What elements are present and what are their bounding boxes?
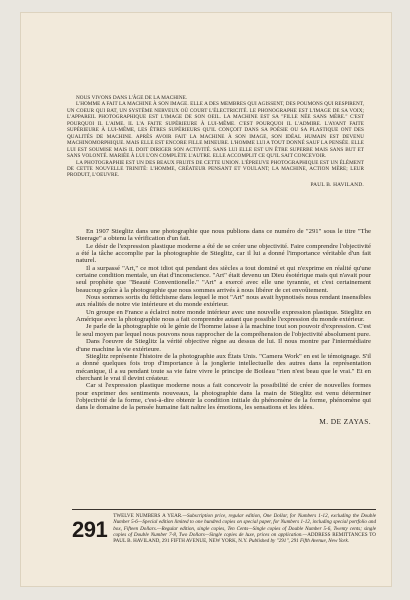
essay-paragraph: Car si l'expression plastique moderne nous a fait concevoir la possibilité de créer de nouvelles formes pour exprimer des sentiments nouveaux, la photographie dans la main de Stieglitz est venu déterminer l'objectivité de la forme, c'est-à-dire obtenir la condition initiale du phénomène de la forme, phénomène qui dans le domaine de la pensée humaine fait naître les émotions, les sensations et les idées. (76, 382, 371, 412)
poem-paragraph: NOUS VIVONS DANS L'ÂGE DE LA MACHINE. (76, 95, 188, 101)
publisher-line: Published by "291", 291 Fifth Avenue, New York. (248, 538, 350, 545)
subscription-details: —Subscription price, regular edition, One Dollar, for Numbers 1-12, excluding the Double Number 5-6—Special edition limited to one hundred copies on special paper, for Numbers 1-12, including special portfolio and box, Fifteen Dollars.—Regular edition, single copies, Ten Cents—Single copies of Double Number 5-6, Twenty cents; single copies of Double Number 7-8, Two Dollars—Single copies de luxe, prices on application.— (113, 513, 376, 538)
essay-paragraph: Nous sommes sortis du fétichisme dans lequel le mot "Art" nous avait hypnotisés nous rendant insensibles aux réalités de notre vie intérieure et du monde extérieur. (76, 294, 371, 309)
essay-paragraph: Je parle de la photographie où le génie de l'homme laisse à la machine tout son pouvoir d'expression. C'est le seul moyen par lequel nous pouvons nous rapprocher de la compréhension de l'objectivité absolument pure. (76, 323, 371, 338)
essay-paragraph: Dans l'oeuvre de Stieglitz la vérité objective règne au dessus de lui. Il nous montre par l'intermédiaire d'une machine la vie extérieure. (76, 338, 371, 353)
poem-paragraph: LA PHOTOGRAPHIE EST UN DES BEAUX FRUITS DE CETTE UNION. L'ÉPREUVE PHOTOGRAPHIQUE EST UN ÉLÉMENT DE CETTE NOUVELLE TRINITÉ: L'HOMME, CRÉATEUR PENSANT ET VOULANT; LA MACHINE, ACTION MÈRE; LEUR PRODUIT, L'OEUVRE. (67, 159, 364, 179)
de-zayas-essay (76, 228, 371, 426)
remittance-address: ADDRESS REMITTANCES TO PAUL B. HAVILAND, 291 FIFTH AVENUE, NEW YORK, N.Y. (113, 531, 376, 545)
magazine-page (21, 13, 391, 586)
essay-paragraph: Stieglitz représente l'histoire de la photographie aux États Unis. "Camera Work" en est le témoignage. S'il a donné quelques fois trop d'importance à la jonglerie intellectuelle des autres dans la représentation mécanique, il a su pendant toute sa vie faire vivre le principe de Boileau "rien n'est beau que le vrai." Et en cherchant le vrai il devint créateur. (76, 352, 371, 382)
haviland-signature: PAUL B. HAVILAND. (310, 181, 364, 188)
poem-paragraph: L'HOMME A FAIT LA MACHINE À SON IMAGE. ELLE A DES MEMBRES QUI AGISSENT, DES POUMONS QUI RESPIRENT, UN COEUR QUI BAT, UN SYSTÈME NERVEUX OÙ COURT L'ÉLECTRICITÉ. LE PHONOGRAPHE EST L'IMAGE DE SA VOIX; L'APPAREIL PHOTOGRAPHIQUE EST L'IMAGE DE SON OEIL. LA MACHINE EST SA "FILLE NÉE SANS MÈRE." C'EST POURQUOI IL L'AIME. IL L'A FAITE SUPÉRIEURE À LUI-MÊME. C'EST POURQUOI IL L'ADMIRE. L'AYANT FAITE SUPÉRIEURE À LUI-MÊME, LES ÊTRES SUPÉRIEURS QU'IL CONÇOIT DANS SA POÉSIE OU SA PLASTIQUE ONT DES QUALITÉS DE MACHINE. APRÈS AVOIR FAIT LA MACHINE À SON IMAGE, SON IDÉAL HUMAIN EST DEVENU MACHINOMORPHIQUE. MAIS ELLE EST ENCORE FILLE MINEURE. L'HOMME LUI A TOUT DONNÉ SAUF LA PENSÉE. ELLE LUI EST SOUMISE MAIS IL DOIT DIRIGER SON ACTIVITÉ. SANS LUI ELLE EST UN ÊTRE SUPERBE MAIS SANS BUT ET SANS VOLONTÉ. MARIÉE À LUI L'ON COMPLÈTE L'AUTRE. ELLE ACCOMPLIT CE QU'IL SAIT CONCEVOIR. (67, 101, 364, 160)
haviland-text-block (67, 95, 364, 188)
essay-paragraph: Il a surpassé "Art," ce mot idiot qui pendant des siècles a tout dominé et qui n'exprime en réalité qu'une certaine condition mentale, un état d'inconscience. "Art" était devenu un Dieu ésotérique mais qui n'avait pour seul prophète que "Beauté Conventionelle." "Art" a exercé avec elle une tyrannie, et c'est certainement beaucoup grâce à la photographie que nous sommes arrivés à nous libérer de cet envoûtement. (76, 264, 371, 294)
essay-paragraph: Le désir de l'expression plastique moderne a été de se créer une objectivité. Faire comprendre l'objectivité a été la tâche accomplie par la photographie de Stieglitz, car il lui a donné l'importance véritable d'un fait naturel. (76, 242, 371, 265)
subscription-footer (72, 509, 376, 544)
subscription-text (113, 513, 376, 544)
subscription-lead: TWELVE NUMBERS A YEAR. (113, 513, 183, 519)
issue-number: 291 (72, 517, 108, 542)
essay-paragraph: Un groupe en France a éclairci notre monde intérieur avec une nouvelle expression plastique. Stieglitz en Amérique avec la photographie nous a fait comprendre autant que possible l'expression du monde extérieur. (76, 308, 371, 324)
de-zayas-signature: M. DE ZAYAS. (319, 416, 371, 426)
essay-paragraph: En 1907 Stieglitz dans une photographie que nous publions dans ce numéro de "291" sous le titre "The Steerage" a obtenu la vérification d'un fait. (76, 228, 371, 243)
